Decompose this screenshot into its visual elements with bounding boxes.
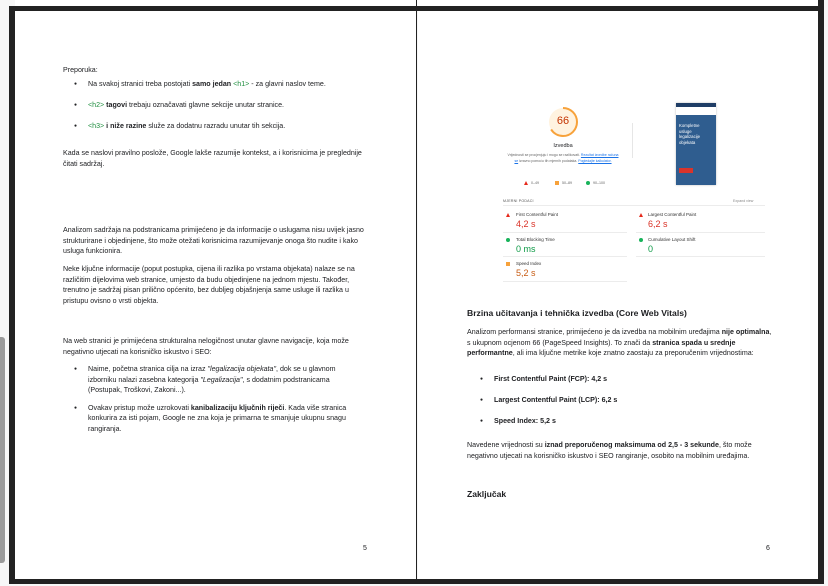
text: , s dodatnim podstranicama (Postupak, Troškovi, Zakoni...). — [88, 375, 330, 395]
circle-icon — [586, 181, 590, 185]
poor-triangle-icon — [506, 213, 510, 217]
text: Ovakav pristup može uzrokovati — [88, 403, 191, 412]
page-number: 6 — [766, 545, 770, 552]
legend-label: 90–100 — [593, 181, 605, 185]
legend-poor — [524, 181, 539, 185]
paragraph: Na web stranici je primijećena strukturalna nelogičnost unutar glavne navigacije, koja može negativno utjecati na korisničko iskustvo i SEO: — [63, 337, 349, 356]
divider — [503, 205, 765, 206]
text: izravno pomoću tih mjernih podataka. — [518, 158, 579, 163]
paragraph: Kada se naslovi pravilno poslože, Google lakše razumije kontekst, a i korisnicima je preglednije čitati sadržaj. — [63, 149, 362, 168]
legend-good — [586, 181, 605, 185]
triangle-icon — [524, 181, 528, 185]
paragraph — [467, 440, 777, 461]
h2-tag: <h2> — [88, 101, 105, 110]
metric-name: Cumulative Layout Shift — [648, 237, 696, 242]
list-item: ● Largest Contentful Paint (LCP): 6,2 s — [480, 395, 760, 406]
metric-value: 0 ms — [516, 244, 536, 254]
conclusion-title: Zaključak — [467, 489, 507, 499]
list-item: ● First Contentful Paint (FCP): 4,2 s — [480, 374, 760, 385]
page-border-bottom — [13, 579, 824, 584]
metric-value: 5,2 s — [516, 268, 536, 278]
page-border-right — [818, 0, 824, 584]
bold-text: tagovi — [104, 101, 128, 110]
text: trebaju označavati glavne sekcije unutar stranice. — [127, 101, 285, 110]
metric-value: 0 — [648, 244, 654, 254]
metric-name: Speed Index — [516, 261, 542, 266]
bold-text: kanibalizaciju ključnih riječi — [190, 403, 285, 412]
list-item — [74, 100, 394, 111]
text: , dok se u glavnom izborniku nalazi zasebna kategorija — [88, 365, 336, 384]
metric-name: Total Blocking Time — [516, 237, 555, 242]
navigation-issues-list — [74, 364, 364, 435]
bold-text: stranica spada u srednje performantne — [467, 338, 736, 358]
list-item — [74, 364, 364, 396]
square-icon — [555, 181, 559, 185]
metric-name: First Contentful Paint — [516, 212, 559, 217]
text: , što može negativno utjecati na korisničko iskustvo i SEO rangiranje, osobito na mobilnim uređajima. — [467, 441, 752, 460]
text: Na svakoj stranici treba postojati — [88, 80, 193, 88]
divider — [503, 232, 627, 233]
vertical-scrollbar[interactable] — [0, 337, 5, 563]
divider — [503, 281, 627, 282]
bold-text: i niže razine — [104, 122, 147, 131]
text: Analizom performansi stranice, primijećeno je da izvedba na mobilnim uređajima — [467, 328, 722, 336]
metric-value: 6,2 s — [648, 219, 668, 229]
performance-score: 66 — [556, 115, 570, 127]
h1-tag: <h1> — [233, 80, 250, 88]
text: Vrijednosti se procjenjuju i mogu se razlikovati. — [507, 153, 581, 157]
page-number: 5 — [363, 545, 367, 552]
good-circle-icon — [639, 238, 643, 242]
performance-description — [506, 153, 620, 164]
paragraph: Analizom sadržaja na podstranicama primijećeno je da informacije o uslugama nisu uvijek jasno strukturirane i objedinjene, što može otežati korisnicima razumijevanje onoga što nudite i kako usluga funkcionira. — [63, 226, 364, 256]
bold-text: nije optimalna — [721, 328, 770, 336]
metrics-list — [480, 374, 760, 427]
recommendation-label: Preporuka: — [63, 66, 98, 74]
h3-tag: <h3> — [88, 122, 105, 131]
legend-label: 0–49 — [531, 181, 539, 185]
text: . Kada više stranica konkurira za isti pojam, Google ne zna koja je primarna te smanjuje ukupnu snagu rangiranja. — [88, 403, 347, 433]
metric-value: 4,2 s — [516, 219, 536, 229]
separator — [632, 123, 633, 158]
preview-cta-button — [679, 168, 693, 173]
divider — [503, 256, 627, 257]
performance-title: Izvedba — [553, 143, 573, 149]
expand-view-link[interactable]: Expand view — [733, 199, 754, 203]
text: Naime, početna stranica cilja na izraz — [88, 365, 208, 373]
score-calc-link[interactable]: Rezultat izvedbe računa se — [514, 153, 619, 163]
average-square-icon — [506, 262, 510, 266]
preview-nav — [676, 107, 716, 115]
good-circle-icon — [506, 238, 510, 242]
text: , ali ima ključne metrike koje znatno zaostaju za preporučenim vrijednostima: — [512, 349, 754, 358]
mobile-page-preview — [676, 103, 716, 185]
bold-text: samo jedan — [192, 80, 232, 88]
text: služe za dodatnu razradu unutar tih sekcija. — [146, 122, 286, 131]
calculator-link[interactable]: Pogledajte kalkulator. — [578, 158, 612, 163]
text: , s ukupnom ocjenom 66 (PageSpeed Insights). To znači da — [467, 328, 772, 347]
list-item — [74, 79, 394, 90]
legend-label: 50–89 — [562, 181, 572, 185]
page-border-left — [9, 6, 15, 584]
section-title: Brzina učitavanja i tehnička izvedba (Core Web Vitals) — [467, 308, 687, 318]
list-item — [74, 403, 364, 435]
preview-headline: Kompletne usluge legalizacije objekata — [679, 123, 701, 145]
metrics-header: MJERNI PODACI — [503, 199, 534, 203]
text: - za glavni naslov teme. — [249, 80, 326, 88]
page-divider — [416, 0, 417, 579]
paragraph — [467, 327, 772, 359]
italic-text: "Legalizacija" — [200, 375, 243, 384]
list-item: ● Speed Index: 5,2 s — [480, 416, 760, 427]
divider — [636, 232, 765, 233]
heading-recommendations-list — [74, 79, 394, 132]
divider — [636, 256, 765, 257]
list-item — [74, 121, 394, 132]
poor-triangle-icon — [639, 213, 643, 217]
legend-average — [555, 181, 572, 185]
bold-text: iznad preporučenog maksimuma od 2,5 - 3 sekunde — [544, 441, 719, 449]
paragraph: Neke ključne informacije (poput postupka, cijena ili razlika po vrstama objekata) nalaze se na različitim dijelovima web stranice, umjesto da budu objedinjene na jednom mjestu. Također, trenutno je sadržaj pisan prilično općenito, bez dubljeg objašnjenja same usluge ili razlika u pristupu ovisno o vrsti objekta. — [63, 265, 355, 305]
italic-text: "legalizacija objekata" — [207, 365, 276, 373]
text: Navedene vrijednosti su — [467, 441, 545, 449]
metric-name: Largest Contentful Paint — [648, 212, 697, 217]
